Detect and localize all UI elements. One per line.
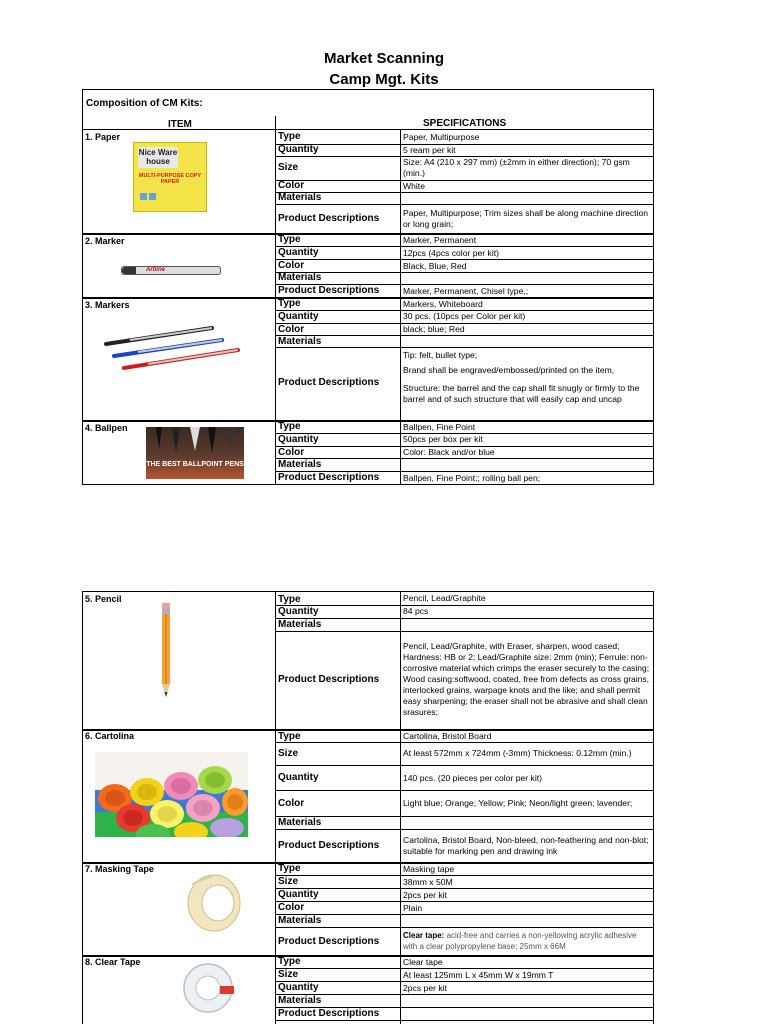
pencil-quantity-label: Quantity	[278, 606, 319, 617]
marker-color-value: Black, Blue, Red	[403, 261, 467, 271]
pencil-type-label: Type	[278, 594, 301, 605]
markers-desc-tip: Tip: felt, bullet type;	[403, 350, 478, 360]
clear-tape-type-value: Clear tape	[403, 957, 443, 967]
clear-tape-size-value: At least 125mm L x 45mm W x 19mm T	[403, 970, 554, 980]
cartolina-size-label: Size	[278, 748, 299, 759]
item-ballpen-name: 4. Ballpen	[85, 423, 128, 433]
cartolina-color-value: Light blue; Orange; Yellow; Pink; Neon/light green; lavender;	[403, 798, 633, 808]
document-title: Market Scanning	[323, 50, 445, 67]
clear-tape-quantity-label: Quantity	[278, 982, 319, 993]
clear-tape-quantity-value: 2pcs per kit	[403, 983, 447, 993]
header-specifications: SPECIFICATIONS	[423, 118, 507, 129]
paper-quantity-label: Quantity	[278, 144, 319, 155]
cartolina-color-label: Color	[278, 798, 305, 809]
item-pencil-name: 5. Pencil	[85, 594, 122, 604]
marker-brand-label: Artline	[146, 267, 166, 273]
cartolina-quantity-label: Quantity	[278, 772, 319, 783]
masking-tape-type-value: Masking tape	[403, 864, 455, 874]
pencil-descriptions-label: Product Descriptions	[278, 674, 380, 685]
marker-image	[121, 266, 221, 275]
markers-color-label: Color	[278, 324, 305, 335]
ballpen-materials-label: Materials	[278, 459, 322, 470]
ballpen-tips	[146, 427, 244, 463]
masking-tape-color-label: Color	[278, 902, 305, 913]
masking-tape-quantity-value: 2pcs per kit	[403, 890, 447, 900]
paper-product-text: MULTI-PURPOSE COPY PAPER	[138, 173, 202, 185]
paper-color-value: White	[403, 181, 425, 191]
masking-tape-desc-bold: Clear tape:	[403, 931, 445, 940]
marker-type-value: Marker, Permanent	[403, 235, 477, 245]
paper-materials-label: Materials	[278, 192, 322, 203]
pencil-descriptions-value: Pencil, Lead/Graphite, with Eraser, sharpen, wood cased; Hardness: HB or 2; Lead/Graphite size: 2mm (min); Ferrule: non-corrosive material which crimps the eraser securely to the casing; Wood casing:softwood, coated, free from defects as cross grains, interlocked grains, warpage knots and the like; and shall permit easy sharpening; the eraser shall not be abrasive and shall clean srasures;	[403, 641, 650, 717]
masking-tape-type-label: Type	[278, 863, 301, 874]
masking-tape-desc-text: acid-free and carries a non-yellowing acrylic adhesive with a clear polypropylene base; 25mm x 66M	[403, 931, 637, 951]
paper-descriptions-label: Product Descriptions	[278, 213, 380, 224]
ballpen-image	[146, 427, 244, 479]
header-item: ITEM	[168, 119, 192, 130]
ballpen-type-label: Type	[278, 421, 301, 432]
markers-type-label: Type	[278, 298, 301, 309]
cartolina-type-value: Cartolina, Bristol Board	[403, 731, 492, 741]
item-markers-name: 3. Markers	[85, 300, 130, 310]
ballpen-color-value: Color: Black and/or blue	[403, 447, 495, 457]
cartolina-size-value: At least 572mm x 724mm (-3mm) Thickness: 0.12mm (min.)	[403, 748, 632, 758]
item-cartolina-name: 6. Cartolina	[85, 731, 135, 741]
paper-type-value: Paper, Multipurpose	[403, 132, 480, 142]
masking-tape-materials-label: Materials	[278, 915, 322, 926]
markers-descriptions-label: Product Descriptions	[278, 377, 380, 388]
composition-label: Composition of CM Kits:	[86, 98, 203, 109]
markers-desc-structure: Structure: the barrel and the cap shall fit snugly or firmly to the barrel and of such structure that will easily cap and uncap	[403, 383, 640, 404]
item-paper-name: 1. Paper	[85, 132, 121, 142]
markers-materials-label: Materials	[278, 336, 322, 347]
item-marker-name: 2. Marker	[85, 236, 125, 246]
markers-color-value: black; blue; Red	[403, 324, 465, 334]
clear-tape-materials-label: Materials	[278, 995, 322, 1006]
ballpen-descriptions-value: Ballpen, Fine Point:; rolling ball pen;	[403, 473, 541, 483]
marker-quantity-label: Quantity	[278, 247, 319, 258]
paper-image	[133, 142, 207, 212]
clear-tape-image	[180, 962, 240, 1014]
document-subtitle: Camp Mgt. Kits	[329, 71, 439, 88]
masking-tape-image	[184, 872, 244, 934]
markers-quantity-label: Quantity	[278, 311, 319, 322]
paper-size-label: Size	[278, 162, 299, 173]
marker-type-label: Type	[278, 234, 301, 245]
pencil-quantity-value: 84 pcs	[403, 606, 429, 616]
cartolina-descriptions-value: Cartolina, Bristol Board, Non-bleed, non-feathering and non-blot; suitable for marking pen and drawing ink	[403, 835, 649, 856]
paper-size-value: Size: A4 (210 x 297 mm) (±2mm in either direction); 70 gsm (min.)	[403, 157, 630, 178]
marker-descriptions-value: Marker, Permanent, Chisel type,;	[403, 286, 529, 296]
masking-tape-quantity-label: Quantity	[278, 889, 319, 900]
cartolina-quantity-value: 140 pcs. (20 pieces per color per kit)	[403, 773, 542, 783]
cartolina-type-label: Type	[278, 731, 301, 742]
marker-color-label: Color	[278, 260, 305, 271]
clear-tape-size-label: Size	[278, 969, 299, 980]
paper-quantity-value: 5 ream per kit	[403, 145, 456, 155]
pencil-type-value: Pencil, Lead/Graphite	[403, 593, 486, 603]
marker-quantity-value: 12pcs (4pcs color per kit)	[403, 248, 499, 258]
ballpen-color-label: Color	[278, 447, 305, 458]
masking-tape-descriptions-value	[403, 930, 652, 952]
clear-tape-type-label: Type	[278, 956, 301, 967]
masking-tape-descriptions-label: Product Descriptions	[278, 936, 380, 947]
paper-descriptions-value: Paper, Multipurpose; Trim sizes shall be along machine direction or long grain;	[403, 208, 649, 229]
cartolina-materials-label: Materials	[278, 817, 322, 828]
marker-descriptions-label: Product Descriptions	[278, 285, 380, 296]
markers-type-value: Markers, Whiteboard	[403, 299, 483, 309]
whiteboard-markers-image	[100, 322, 242, 372]
ballpen-banner: THE BEST BALLPOINT PENS	[146, 461, 244, 468]
masking-tape-size-value: 38mm x 50M	[403, 877, 453, 887]
ballpen-descriptions-label: Product Descriptions	[278, 472, 380, 483]
paper-color-label: Color	[278, 180, 305, 191]
pencil-materials-label: Materials	[278, 619, 322, 630]
paper-brand-logo: Nice Ware house	[138, 148, 178, 166]
paper-type-label: Type	[278, 131, 301, 142]
markers-quantity-value: 30 pcs. (10pcs per Color per kit)	[403, 311, 526, 321]
cartolina-descriptions-label: Product Descriptions	[278, 840, 380, 851]
masking-tape-color-value: Plain	[403, 903, 423, 913]
clear-tape-descriptions-label: Product Descriptions	[278, 1008, 380, 1019]
markers-desc-brand: Brand shall be engraved/embossed/printed on the item,	[403, 365, 615, 375]
marker-materials-label: Materials	[278, 272, 322, 283]
ballpen-quantity-label: Quantity	[278, 434, 319, 445]
ballpen-type-value: Ballpen, Fine Point	[403, 422, 476, 432]
item-masking-tape-name: 7. Masking Tape	[85, 864, 154, 874]
pencil-image	[159, 603, 173, 699]
masking-tape-size-label: Size	[278, 876, 299, 887]
cartolina-image	[95, 752, 248, 837]
ballpen-quantity-value: 50pcs per box per kit	[403, 434, 483, 444]
item-clear-tape-name: 8. Clear Tape	[85, 957, 141, 967]
